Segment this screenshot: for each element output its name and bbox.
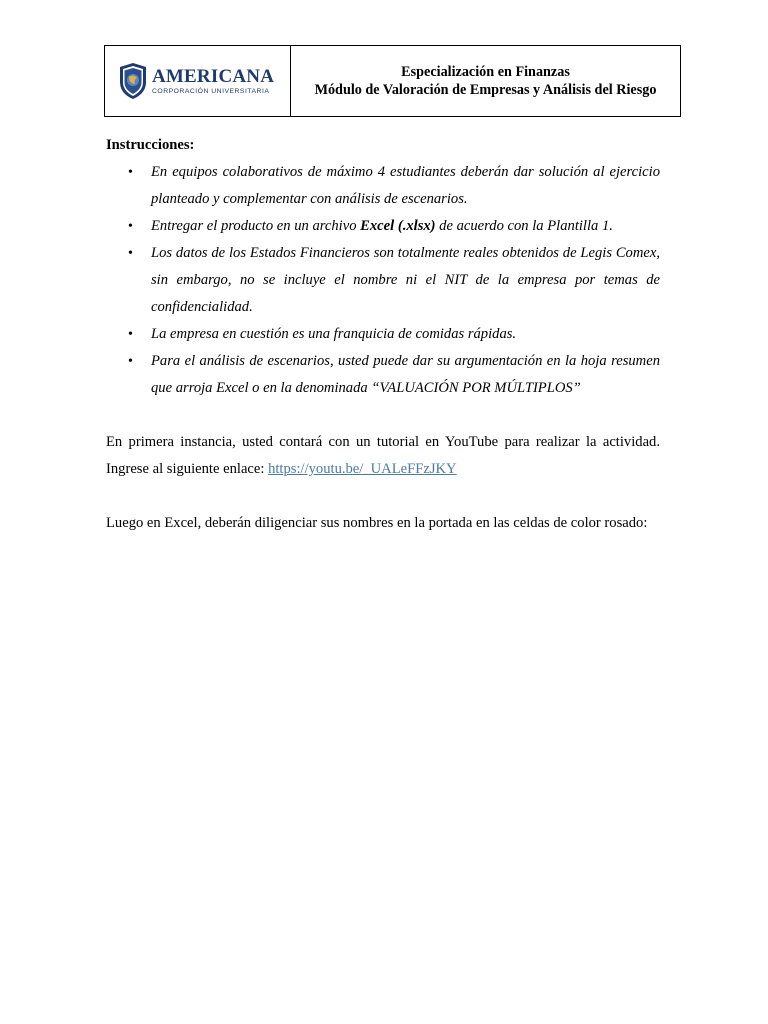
- list-item-text: La empresa en cuestión es una franquicia de comidas rápidas.: [151, 326, 517, 342]
- bullet-icon: •: [128, 165, 133, 180]
- bullet-icon: •: [128, 327, 133, 342]
- excel-paragraph: Luego en Excel, deberán diligenciar sus nombres en la portada en las celdas de color rosado:: [106, 515, 648, 531]
- logo-name: AMERICANA: [152, 65, 275, 87]
- list-item-text: Entregar el producto en un archivo: [151, 218, 361, 234]
- youtube-link[interactable]: https://youtu.be/_UALeFFzJKY: [268, 461, 457, 477]
- logo-subtitle: CORPORACIÓN UNIVERSITARIA: [152, 87, 270, 95]
- title-line-1: Especialización en Finanzas: [401, 64, 570, 80]
- shield-logo-icon: [119, 62, 147, 100]
- document-title: [291, 46, 680, 116]
- tutorial-paragraph: [106, 429, 660, 483]
- title-line-2: Módulo de Valoración de Empresas y Análisis del Riesgo: [314, 82, 657, 98]
- list-item: [106, 159, 660, 213]
- instructions-list: [106, 159, 660, 402]
- logo-cell: [105, 46, 291, 116]
- list-item: [106, 321, 660, 348]
- bullet-icon: •: [128, 354, 133, 369]
- instructions-heading: Instrucciones:: [106, 137, 195, 153]
- list-item-text: de acuerdo con la Plantilla 1.: [435, 218, 613, 234]
- list-item: [106, 240, 660, 321]
- bullet-icon: •: [128, 219, 133, 234]
- document-body: [106, 132, 660, 537]
- tutorial-text: En primera instancia, usted contará con un tutorial en YouTube para realizar la actividad. Ingrese al siguiente enlace:: [106, 434, 660, 477]
- list-item-text: Los datos de los Estados Financieros son totalmente reales obtenidos de Legis Comex, sin embargo, no se incluye el nombre ni el NIT de la empresa por temas de confidencialidad.: [151, 245, 660, 315]
- list-item-bold: Excel (.xlsx): [360, 218, 436, 234]
- header-table: [104, 45, 681, 117]
- list-item-text: En equipos colaborativos de máximo 4 estudiantes deberán dar solución al ejercicio planteado y complementar con análisis de escenarios.: [151, 164, 660, 207]
- bullet-icon: •: [128, 246, 133, 261]
- list-item: [106, 348, 660, 402]
- list-item-text: Para el análisis de escenarios, usted puede dar su argumentación en la hoja resumen que arroja Excel o en la denominada “VALUACIÓN POR MÚLTIPLOS”: [151, 353, 660, 396]
- list-item: [106, 213, 660, 240]
